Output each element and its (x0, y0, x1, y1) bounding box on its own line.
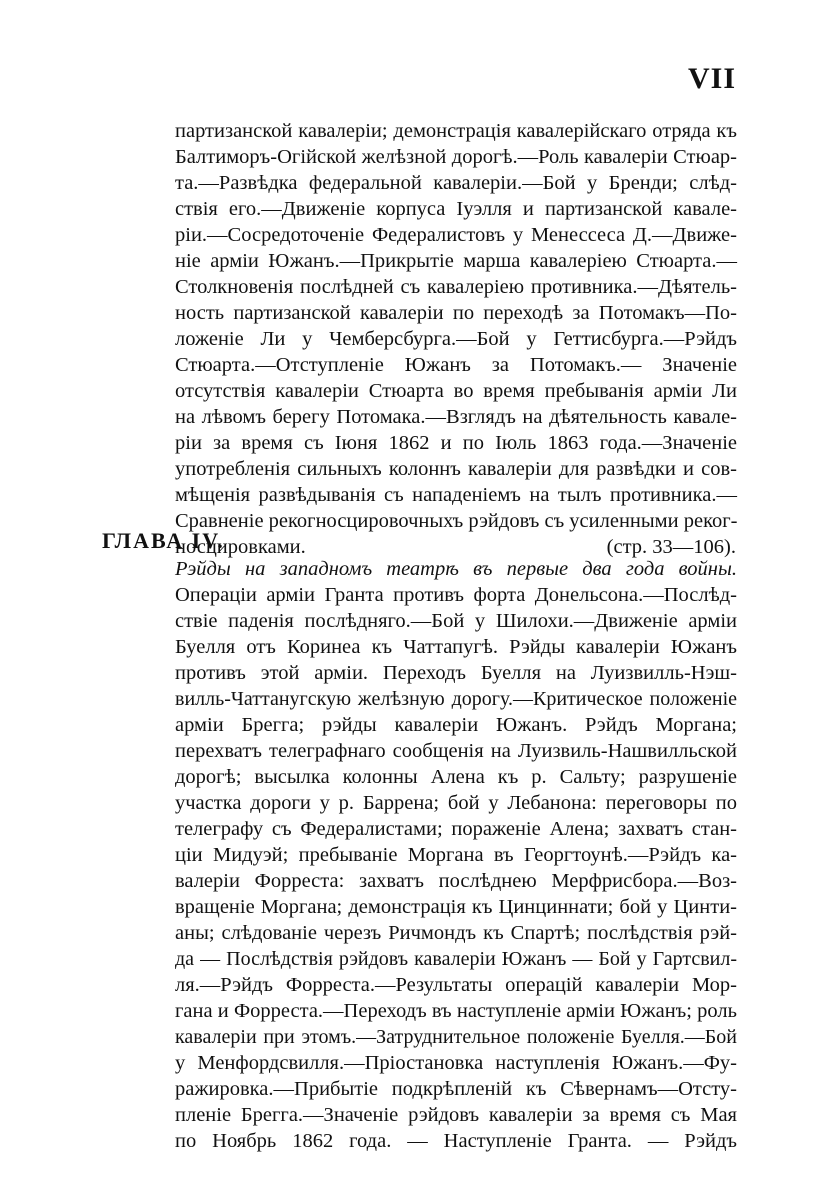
text-line: Сравненіе рекогносцировочныхъ рэйдовъ съ усиленными реког- (175, 510, 738, 532)
text-line: арміи Брегга; рэйды кавалеріи Южанъ. Рэйдъ Моргана; (175, 714, 737, 736)
text-line: перехватъ телеграфнаго сообщенія на Луизвиль-Нашвилльской (175, 740, 737, 762)
text-line: на лѣвомъ берегу Потомака.—Взглядъ на дѣятельность кавале- (175, 406, 737, 428)
text-line: участка дороги у р. Баррена; бой у Лебанона: переговоры по (175, 792, 737, 814)
text-line: партизанской кавалеріи; демонстрація кавалерійскаго отряда къ (175, 120, 737, 142)
page-range: (стр. 33—106). (606, 536, 736, 558)
text-line: вилль-Чаттанугскую желѣзную дорогу.—Критическое положеніе (175, 688, 737, 710)
text-line: ля.—Рэйдъ Форреста.—Результаты операцій кавалеріи Мор- (175, 974, 737, 996)
text-line: Операціи арміи Гранта противъ форта Донельсона.—Послѣд- (175, 584, 737, 606)
text-line: мѣщенія развѣдыванія съ нападеніемъ на тылъ противника.— (175, 484, 737, 506)
text-line: ціи Мидуэй; пребываніе Моргана въ Георгтоунѣ.—Рэйдъ ка- (175, 844, 737, 866)
chapter-subtitle: Рэйды на западномъ театрѣ въ первые два года войны. (175, 558, 737, 580)
text-line: носцировками. (175, 536, 306, 558)
text-line: валеріи Форреста: захватъ послѣднею Мерфрисбора.—Воз- (175, 870, 737, 892)
text-line: отсутствія кавалеріи Стюарта во время пребыванія арміи Ли (175, 380, 737, 402)
text-line: да — Послѣдствія рэйдовъ кавалеріи Южанъ — Бой у Гартсвил- (175, 948, 737, 970)
text-line: телеграфу съ Федералистами; пораженіе Алена; захватъ стан- (175, 818, 737, 840)
text-line: ствіе паденія послѣдняго.—Бой у Шилохи.—Движеніе арміи (175, 610, 737, 632)
chapter-heading: ГЛАВА IV. (102, 528, 225, 553)
text-line: аны; слѣдованіе черезъ Ричмондъ къ Спартѣ; послѣдствія рэй- (175, 922, 737, 944)
text-line: Столкновенія послѣдней съ кавалеріею противника.—Дѣятель- (175, 276, 737, 298)
text-line: по Ноябрь 1862 года. — Наступленіе Гранта. — Рэйдъ (175, 1130, 737, 1152)
text-line: ніе арміи Южанъ.—Прикрытіе марша кавалеріею Стюарта.— (175, 250, 737, 272)
text-line: у Менфордсвилля.—Пріостановка наступленія Южанъ.—Фу- (175, 1052, 737, 1074)
text-line: дорогѣ; высылка колонны Алена къ р. Сальту; разрушеніе (175, 766, 737, 788)
text-line: та.—Развѣдка федеральной кавалеріи.—Бой у Бренди; слѣд- (175, 172, 737, 194)
text-line: ріи.—Сосредоточеніе Федералистовъ у Менессеса Д.—Движе- (175, 224, 737, 246)
text-line: ность партизанской кавалеріи по переходѣ за Потомакъ—По- (175, 302, 737, 324)
text-line: Балтиморъ-Огійской желѣзной дорогѣ.—Роль кавалеріи Стюар- (175, 146, 737, 168)
text-line: Стюарта.—Отступленіе Южанъ за Потомакъ.— Значеніе (175, 354, 737, 376)
text-line: вращеніе Моргана; демонстрація къ Цинциннати; бой у Цинти- (175, 896, 737, 918)
page-number: VII (687, 62, 736, 95)
text-line: употребленія сильныхъ колоннъ кавалеріи для развѣдки и сов- (175, 458, 737, 480)
text-line: пленіе Брегга.—Значеніе рэйдовъ кавалеріи за время съ Мая (175, 1104, 737, 1126)
text-line: кавалеріи при этомъ.—Затруднительное положеніе Буелля.—Бой (175, 1026, 737, 1048)
text-line: ствія его.—Движеніе корпуса Іуэлля и партизанской кавале- (175, 198, 737, 220)
text-line: ражировка.—Прибытіе подкрѣпленій къ Сѣвернамъ—Отсту- (175, 1078, 737, 1100)
text-line: ріи за время съ Іюня 1862 и по Іюль 1863 года.—Значеніе (175, 432, 737, 454)
text-line: Буелля отъ Коринеа къ Чаттапугѣ. Рэйды кавалеріи Южанъ (175, 636, 737, 658)
text-line: ложеніе Ли у Чемберсбурга.—Бой у Геттисбурга.—Рэйдъ (175, 328, 737, 350)
text-line: гана и Форреста.—Переходъ въ наступленіе арміи Южанъ; роль (175, 1000, 737, 1022)
text-line: противъ этой арміи. Переходъ Буелля на Луизвилль-Нэш- (175, 662, 737, 684)
